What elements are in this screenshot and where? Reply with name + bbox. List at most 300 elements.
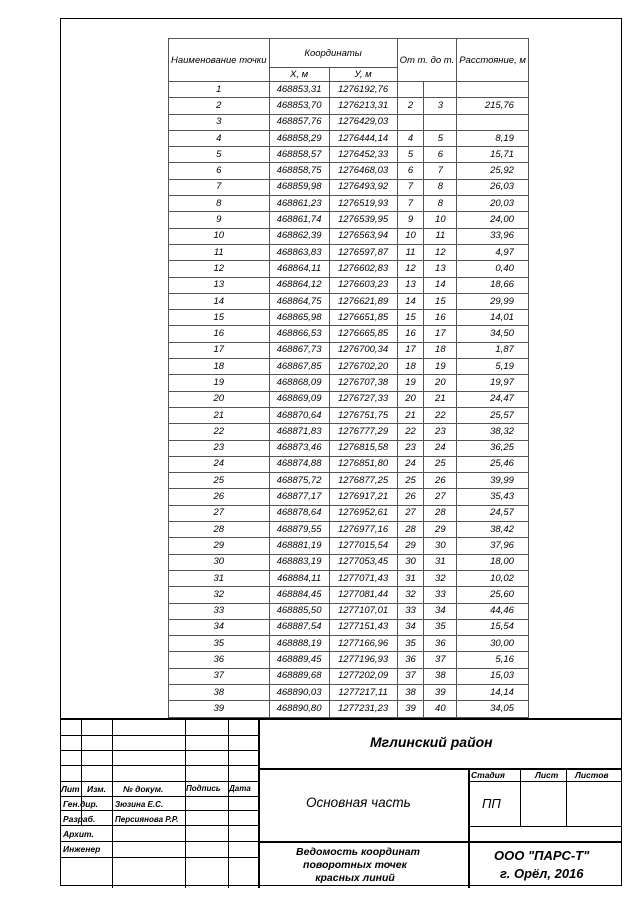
- table-row: [169, 554, 529, 570]
- x-coordinate-cell: 468862,39: [269, 228, 329, 244]
- distance-cell: 5,19: [457, 359, 529, 375]
- col-sign-label: Подпись: [186, 784, 221, 793]
- point-name-cell: 36: [169, 652, 270, 668]
- stage-label: Стадия: [471, 770, 505, 780]
- from-point-cell: 18: [397, 359, 424, 375]
- header-from-to: От т. до т.: [397, 39, 457, 82]
- x-coordinate-cell: 468874,88: [269, 456, 329, 472]
- to-point-cell: 16: [424, 310, 457, 326]
- sheets-label: Листов: [575, 770, 609, 780]
- to-point-cell: 8: [424, 179, 457, 195]
- y-coordinate-cell: 1276977,16: [329, 522, 397, 538]
- y-coordinate-cell: 1276707,38: [329, 375, 397, 391]
- table-row: [169, 456, 529, 472]
- table-row: [169, 179, 529, 195]
- distance-cell: [457, 114, 529, 130]
- from-point-cell: 20: [397, 391, 424, 407]
- distance-cell: 15,03: [457, 668, 529, 684]
- header-x: Х, м: [269, 68, 329, 82]
- y-coordinate-cell: 1276519,93: [329, 196, 397, 212]
- distance-cell: 5,16: [457, 652, 529, 668]
- point-name-cell: 12: [169, 261, 270, 277]
- from-point-cell: 27: [397, 505, 424, 521]
- from-point-cell: 24: [397, 456, 424, 472]
- role-arkhit: Архит.: [63, 829, 94, 839]
- y-coordinate-cell: 1276452,33: [329, 147, 397, 163]
- from-point-cell: 14: [397, 293, 424, 309]
- to-point-cell: 15: [424, 293, 457, 309]
- table-row: [169, 489, 529, 505]
- from-point-cell: 5: [397, 147, 424, 163]
- table-row: [169, 636, 529, 652]
- point-name-cell: 17: [169, 342, 270, 358]
- to-point-cell: 12: [424, 244, 457, 260]
- from-point-cell: 19: [397, 375, 424, 391]
- to-point-cell: 13: [424, 261, 457, 277]
- city-year: г. Орёл, 2016: [500, 866, 584, 881]
- distance-cell: 38,42: [457, 522, 529, 538]
- x-coordinate-cell: 468879,55: [269, 522, 329, 538]
- table-row: [169, 228, 529, 244]
- point-name-cell: 19: [169, 375, 270, 391]
- from-point-cell: 22: [397, 424, 424, 440]
- point-name-cell: 4: [169, 130, 270, 146]
- point-name-cell: 25: [169, 473, 270, 489]
- x-coordinate-cell: 468875,72: [269, 473, 329, 489]
- x-coordinate-cell: 468869,09: [269, 391, 329, 407]
- x-coordinate-cell: 468853,31: [269, 82, 329, 98]
- from-point-cell: 36: [397, 652, 424, 668]
- x-coordinate-cell: 468878,64: [269, 505, 329, 521]
- from-point-cell: 26: [397, 489, 424, 505]
- y-coordinate-cell: 1276665,85: [329, 326, 397, 342]
- from-point-cell: [397, 114, 424, 130]
- point-name-cell: 1: [169, 82, 270, 98]
- x-coordinate-cell: 468863,83: [269, 244, 329, 260]
- x-coordinate-cell: 468890,80: [269, 701, 329, 717]
- distance-cell: 30,00: [457, 636, 529, 652]
- to-point-cell: [424, 82, 457, 98]
- table-row: [169, 212, 529, 228]
- from-point-cell: 7: [397, 179, 424, 195]
- point-name-cell: 2: [169, 98, 270, 114]
- x-coordinate-cell: 468865,98: [269, 310, 329, 326]
- table-row: [169, 619, 529, 635]
- point-name-cell: 20: [169, 391, 270, 407]
- to-point-cell: 40: [424, 701, 457, 717]
- table-row: [169, 310, 529, 326]
- to-point-cell: 11: [424, 228, 457, 244]
- y-coordinate-cell: 1276952,61: [329, 505, 397, 521]
- x-coordinate-cell: 468877,17: [269, 489, 329, 505]
- x-coordinate-cell: 468890,03: [269, 684, 329, 700]
- header-point: Наименование точки: [169, 39, 270, 82]
- point-name-cell: 13: [169, 277, 270, 293]
- to-point-cell: 35: [424, 619, 457, 635]
- company-name: ООО "ПАРС-Т": [494, 848, 590, 863]
- y-coordinate-cell: 1276597,87: [329, 244, 397, 260]
- x-coordinate-cell: 468889,45: [269, 652, 329, 668]
- to-point-cell: 37: [424, 652, 457, 668]
- role-inzhener: Инженер: [63, 844, 101, 854]
- x-coordinate-cell: 468867,73: [269, 342, 329, 358]
- from-point-cell: 28: [397, 522, 424, 538]
- from-point-cell: 17: [397, 342, 424, 358]
- x-coordinate-cell: 468858,29: [269, 130, 329, 146]
- to-point-cell: 19: [424, 359, 457, 375]
- distance-cell: 34,50: [457, 326, 529, 342]
- table-row: [169, 114, 529, 130]
- distance-cell: 26,03: [457, 179, 529, 195]
- to-point-cell: 17: [424, 326, 457, 342]
- doc-title-line-1: Ведомость координат: [296, 846, 420, 858]
- table-row: [169, 538, 529, 554]
- y-coordinate-cell: 1277053,45: [329, 554, 397, 570]
- from-point-cell: 9: [397, 212, 424, 228]
- table-row: [169, 277, 529, 293]
- x-coordinate-cell: 468866,53: [269, 326, 329, 342]
- to-point-cell: 27: [424, 489, 457, 505]
- table-row: [169, 391, 529, 407]
- y-coordinate-cell: 1276727,33: [329, 391, 397, 407]
- from-point-cell: 2: [397, 98, 424, 114]
- x-coordinate-cell: 468861,74: [269, 212, 329, 228]
- distance-cell: 33,96: [457, 228, 529, 244]
- distance-cell: 35,43: [457, 489, 529, 505]
- y-coordinate-cell: 1276877,25: [329, 473, 397, 489]
- distance-cell: 14,01: [457, 310, 529, 326]
- x-coordinate-cell: 468870,64: [269, 407, 329, 423]
- name-razrab: Персиянова Р.Р.: [115, 815, 179, 824]
- y-coordinate-cell: 1276563,94: [329, 228, 397, 244]
- point-name-cell: 9: [169, 212, 270, 228]
- point-name-cell: 15: [169, 310, 270, 326]
- x-coordinate-cell: 468864,12: [269, 277, 329, 293]
- header-coordinates: Координаты: [269, 39, 397, 68]
- distance-cell: 36,25: [457, 440, 529, 456]
- x-coordinate-cell: 468881,19: [269, 538, 329, 554]
- y-coordinate-cell: 1276493,92: [329, 179, 397, 195]
- from-point-cell: 39: [397, 701, 424, 717]
- distance-cell: 24,00: [457, 212, 529, 228]
- distance-cell: 18,66: [457, 277, 529, 293]
- distance-cell: 215,76: [457, 98, 529, 114]
- stage-value: ПП: [482, 796, 501, 811]
- distance-cell: 25,46: [457, 456, 529, 472]
- table-row: [169, 326, 529, 342]
- col-izm-label: Изм.: [87, 784, 106, 794]
- from-point-cell: 35: [397, 636, 424, 652]
- point-name-cell: 27: [169, 505, 270, 521]
- col-lit-label: Лит: [61, 784, 80, 794]
- table-row: [169, 82, 529, 98]
- from-point-cell: 7: [397, 196, 424, 212]
- distance-cell: 25,60: [457, 587, 529, 603]
- y-coordinate-cell: 1276700,34: [329, 342, 397, 358]
- point-name-cell: 28: [169, 522, 270, 538]
- to-point-cell: 20: [424, 375, 457, 391]
- to-point-cell: 14: [424, 277, 457, 293]
- table-row: [169, 668, 529, 684]
- role-gendir: Ген.дир.: [63, 799, 99, 809]
- point-name-cell: 31: [169, 570, 270, 586]
- distance-cell: [457, 82, 529, 98]
- to-point-cell: 22: [424, 407, 457, 423]
- table-row: [169, 130, 529, 146]
- distance-cell: 39,99: [457, 473, 529, 489]
- to-point-cell: 3: [424, 98, 457, 114]
- point-name-cell: 39: [169, 701, 270, 717]
- x-coordinate-cell: 468885,50: [269, 603, 329, 619]
- table-row: [169, 652, 529, 668]
- x-coordinate-cell: 468858,75: [269, 163, 329, 179]
- to-point-cell: 25: [424, 456, 457, 472]
- point-name-cell: 33: [169, 603, 270, 619]
- table-row: [169, 359, 529, 375]
- point-name-cell: 8: [169, 196, 270, 212]
- y-coordinate-cell: 1277015,54: [329, 538, 397, 554]
- y-coordinate-cell: 1276468,03: [329, 163, 397, 179]
- point-name-cell: 37: [169, 668, 270, 684]
- distance-cell: 1,87: [457, 342, 529, 358]
- y-coordinate-cell: 1276444,14: [329, 130, 397, 146]
- point-name-cell: 29: [169, 538, 270, 554]
- table-row: [169, 603, 529, 619]
- section-title: Основная часть: [306, 795, 411, 810]
- table-row: [169, 342, 529, 358]
- point-name-cell: 16: [169, 326, 270, 342]
- distance-cell: 44,46: [457, 603, 529, 619]
- point-name-cell: 21: [169, 407, 270, 423]
- coordinates-table: [168, 38, 529, 718]
- point-name-cell: 30: [169, 554, 270, 570]
- distance-cell: 10,02: [457, 570, 529, 586]
- from-point-cell: 16: [397, 326, 424, 342]
- from-point-cell: 25: [397, 473, 424, 489]
- x-coordinate-cell: 468861,23: [269, 196, 329, 212]
- table-row: [169, 570, 529, 586]
- x-coordinate-cell: 468883,19: [269, 554, 329, 570]
- from-point-cell: 12: [397, 261, 424, 277]
- header-distance: Расстояние, м: [457, 39, 529, 82]
- to-point-cell: 29: [424, 522, 457, 538]
- point-name-cell: 26: [169, 489, 270, 505]
- header-y: У, м: [329, 68, 397, 82]
- point-name-cell: 24: [169, 456, 270, 472]
- y-coordinate-cell: 1276917,21: [329, 489, 397, 505]
- x-coordinate-cell: 468884,45: [269, 587, 329, 603]
- from-point-cell: 34: [397, 619, 424, 635]
- point-name-cell: 34: [169, 619, 270, 635]
- to-point-cell: 6: [424, 147, 457, 163]
- y-coordinate-cell: 1276192,76: [329, 82, 397, 98]
- y-coordinate-cell: 1276602,83: [329, 261, 397, 277]
- y-coordinate-cell: 1276851,80: [329, 456, 397, 472]
- y-coordinate-cell: 1276621,89: [329, 293, 397, 309]
- point-name-cell: 32: [169, 587, 270, 603]
- point-name-cell: 7: [169, 179, 270, 195]
- to-point-cell: 28: [424, 505, 457, 521]
- x-coordinate-cell: 468873,46: [269, 440, 329, 456]
- x-coordinate-cell: 468868,09: [269, 375, 329, 391]
- distance-cell: 15,54: [457, 619, 529, 635]
- from-point-cell: 10: [397, 228, 424, 244]
- table-row: [169, 147, 529, 163]
- distance-cell: 19,97: [457, 375, 529, 391]
- table-row: [169, 424, 529, 440]
- col-date-label: Дата: [229, 784, 251, 793]
- table-row: [169, 505, 529, 521]
- y-coordinate-cell: 1276429,03: [329, 114, 397, 130]
- from-point-cell: 23: [397, 440, 424, 456]
- from-point-cell: 37: [397, 668, 424, 684]
- table-row: [169, 163, 529, 179]
- from-point-cell: 13: [397, 277, 424, 293]
- distance-cell: 24,47: [457, 391, 529, 407]
- to-point-cell: 5: [424, 130, 457, 146]
- to-point-cell: 7: [424, 163, 457, 179]
- to-point-cell: 31: [424, 554, 457, 570]
- y-coordinate-cell: 1277217,11: [329, 684, 397, 700]
- from-point-cell: 33: [397, 603, 424, 619]
- from-point-cell: 29: [397, 538, 424, 554]
- to-point-cell: 38: [424, 668, 457, 684]
- to-point-cell: 33: [424, 587, 457, 603]
- y-coordinate-cell: 1277166,96: [329, 636, 397, 652]
- point-name-cell: 11: [169, 244, 270, 260]
- to-point-cell: 39: [424, 684, 457, 700]
- to-point-cell: 34: [424, 603, 457, 619]
- x-coordinate-cell: 468889,68: [269, 668, 329, 684]
- point-name-cell: 6: [169, 163, 270, 179]
- y-coordinate-cell: 1277196,93: [329, 652, 397, 668]
- table-row: [169, 440, 529, 456]
- table-row: [169, 261, 529, 277]
- table-row: [169, 684, 529, 700]
- to-point-cell: 30: [424, 538, 457, 554]
- to-point-cell: 23: [424, 424, 457, 440]
- x-coordinate-cell: 468871,83: [269, 424, 329, 440]
- y-coordinate-cell: 1276213,31: [329, 98, 397, 114]
- from-point-cell: 21: [397, 407, 424, 423]
- y-coordinate-cell: 1277081,44: [329, 587, 397, 603]
- table-row: [169, 293, 529, 309]
- distance-cell: 14,14: [457, 684, 529, 700]
- to-point-cell: 21: [424, 391, 457, 407]
- distance-cell: 24,57: [457, 505, 529, 521]
- y-coordinate-cell: 1276702,20: [329, 359, 397, 375]
- table-row: [169, 522, 529, 538]
- x-coordinate-cell: 468867,85: [269, 359, 329, 375]
- y-coordinate-cell: 1276751,75: [329, 407, 397, 423]
- point-name-cell: 22: [169, 424, 270, 440]
- distance-cell: 34,05: [457, 701, 529, 717]
- distance-cell: 8,19: [457, 130, 529, 146]
- point-name-cell: 23: [169, 440, 270, 456]
- doc-title-line-3: красных линий: [315, 872, 395, 884]
- table-row: [169, 473, 529, 489]
- x-coordinate-cell: 468887,54: [269, 619, 329, 635]
- y-coordinate-cell: 1277151,43: [329, 619, 397, 635]
- y-coordinate-cell: 1277202,09: [329, 668, 397, 684]
- from-point-cell: 11: [397, 244, 424, 260]
- y-coordinate-cell: 1276815,58: [329, 440, 397, 456]
- distance-cell: 25,92: [457, 163, 529, 179]
- y-coordinate-cell: 1277071,43: [329, 570, 397, 586]
- to-point-cell: 36: [424, 636, 457, 652]
- distance-cell: 18,00: [457, 554, 529, 570]
- y-coordinate-cell: 1277231,23: [329, 701, 397, 717]
- name-gendir: Зюзина Е.С.: [115, 800, 164, 809]
- distance-cell: 29,99: [457, 293, 529, 309]
- from-point-cell: 6: [397, 163, 424, 179]
- table-row: [169, 244, 529, 260]
- distance-cell: 0,40: [457, 261, 529, 277]
- from-point-cell: 30: [397, 554, 424, 570]
- x-coordinate-cell: 468858,57: [269, 147, 329, 163]
- point-name-cell: 35: [169, 636, 270, 652]
- distance-cell: 15,71: [457, 147, 529, 163]
- point-name-cell: 5: [169, 147, 270, 163]
- table-row: [169, 407, 529, 423]
- table-row: [169, 375, 529, 391]
- x-coordinate-cell: 468857,76: [269, 114, 329, 130]
- sheet-label: Лист: [535, 770, 559, 780]
- to-point-cell: 26: [424, 473, 457, 489]
- y-coordinate-cell: 1277107,01: [329, 603, 397, 619]
- from-point-cell: [397, 82, 424, 98]
- y-coordinate-cell: 1276651,85: [329, 310, 397, 326]
- col-doc-label: № докум.: [123, 784, 164, 794]
- point-name-cell: 18: [169, 359, 270, 375]
- point-name-cell: 10: [169, 228, 270, 244]
- to-point-cell: 24: [424, 440, 457, 456]
- x-coordinate-cell: 468864,75: [269, 293, 329, 309]
- table-row: [169, 98, 529, 114]
- role-razrab: Разраб.: [63, 814, 96, 824]
- table-row: [169, 701, 529, 717]
- from-point-cell: 38: [397, 684, 424, 700]
- distance-cell: 37,96: [457, 538, 529, 554]
- from-point-cell: 15: [397, 310, 424, 326]
- x-coordinate-cell: 468859,98: [269, 179, 329, 195]
- y-coordinate-cell: 1276777,29: [329, 424, 397, 440]
- x-coordinate-cell: 468864,11: [269, 261, 329, 277]
- to-point-cell: 32: [424, 570, 457, 586]
- to-point-cell: 10: [424, 212, 457, 228]
- y-coordinate-cell: 1276603,23: [329, 277, 397, 293]
- table-row: [169, 196, 529, 212]
- y-coordinate-cell: 1276539,95: [329, 212, 397, 228]
- to-point-cell: [424, 114, 457, 130]
- distance-cell: 20,03: [457, 196, 529, 212]
- x-coordinate-cell: 468853,70: [269, 98, 329, 114]
- distance-cell: 38,32: [457, 424, 529, 440]
- table-row: [169, 587, 529, 603]
- distance-cell: 25,57: [457, 407, 529, 423]
- from-point-cell: 32: [397, 587, 424, 603]
- x-coordinate-cell: 468884,11: [269, 570, 329, 586]
- point-name-cell: 14: [169, 293, 270, 309]
- title-block: [60, 718, 622, 886]
- x-coordinate-cell: 468888,19: [269, 636, 329, 652]
- point-name-cell: 3: [169, 114, 270, 130]
- distance-cell: 4,97: [457, 244, 529, 260]
- district-title: Мглинский район: [370, 734, 493, 750]
- to-point-cell: 8: [424, 196, 457, 212]
- to-point-cell: 18: [424, 342, 457, 358]
- doc-title-line-2: поворотных точек: [303, 859, 407, 871]
